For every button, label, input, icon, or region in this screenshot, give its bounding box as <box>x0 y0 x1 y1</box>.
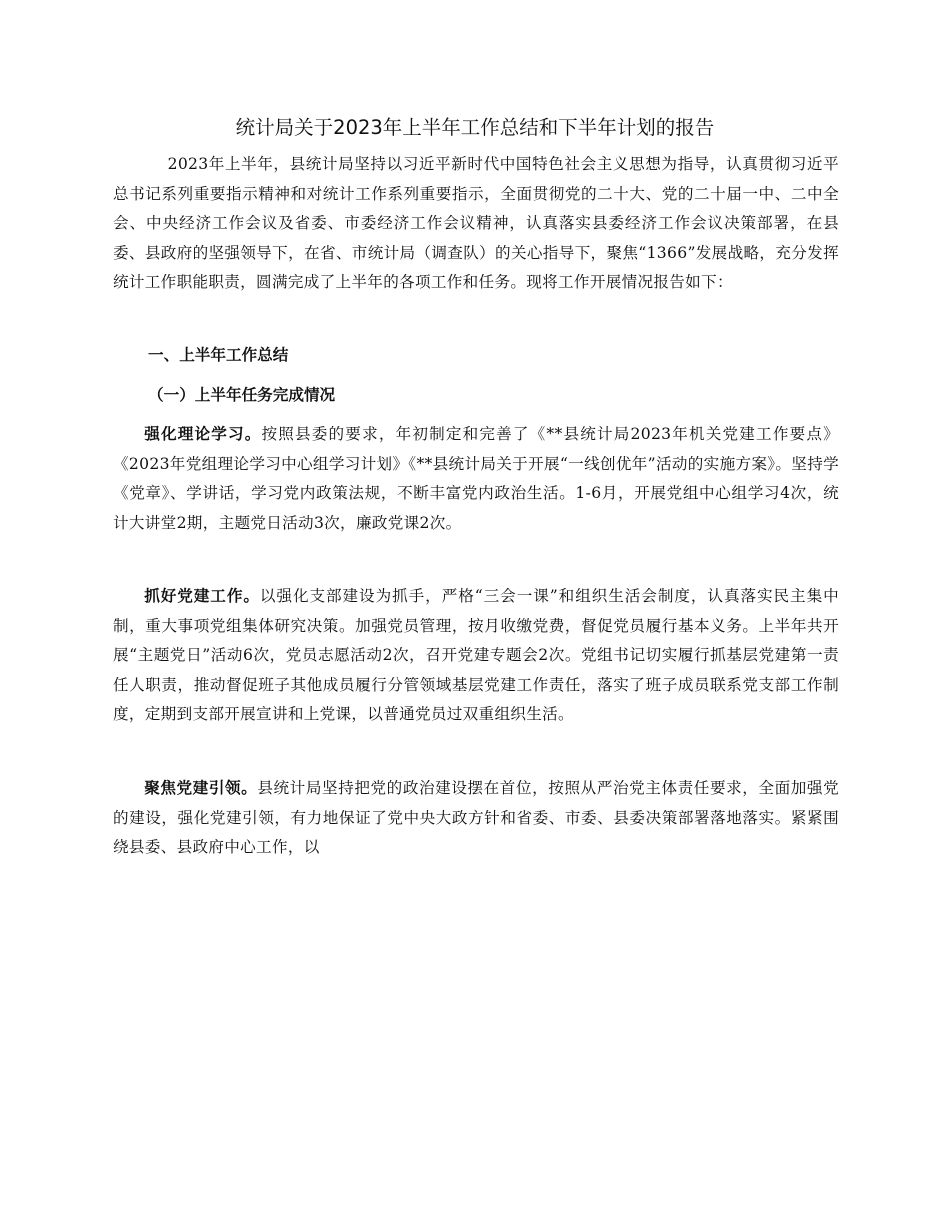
section-heading: 一、上半年工作总结 <box>148 346 289 364</box>
document-title: 统计局关于2023年上半年工作总结和下半年计划的报告 <box>235 116 715 139</box>
intro-paragraph: 2023年上半年，县统计局坚持以习近平新时代中国特色社会主义思想为指导，认真贯彻习近平总书记系列重要指示精神和对统计工作系列重要指示，全面贯彻党的二十大、党的二十届一中、二中全会、中央经济工作会议及省委、市委经济工作会议精神，认真落实县委经济工作会议决策部署，在县委、县政府的坚强领导下，在省、市统计局（调查队）的关心指导下，聚焦“1366”发展战略，充分发挥统计工作职能职责，圆满完成了上半年的各项工作和任务。现将工作开展情况报告如下： <box>113 155 839 291</box>
paragraph-text: 按照县委的要求，年初制定和完善了《**县统计局2023年机关党建工作要点》《2023年党组理论学习中心组学习计划》《**县统计局关于开展“一线创优年”活动的实施方案》。坚持学《党章》、学讲话，学习党内政策法规，不断丰富党内政治生活。1-6月，开展党组中心组学习4次，统计大讲堂2期，主题党日活动3次，廉政党课2次。 <box>113 425 839 532</box>
subsection-heading: （一）上半年任务完成情况 <box>148 386 336 404</box>
paragraph-text: 县统计局坚持把党的政治建设摆在首位，按照从严治党主体责任要求，全面加强党的建设，强化党建引领，有力地保证了党中央大政方针和省委、市委、县委决策部署落地落实。紧紧围绕县委、县政府中心工作，以 <box>113 779 839 856</box>
paragraph-theory-study <box>113 420 839 538</box>
paragraph-text: 以强化支部建设为抓手，严格“三会一课”和组织生活会制度，认真落实民主集中制，重大事项党组集体研究决策。加强党员管理，按月收缴党费，督促党员履行基本义务。上半年共开展“主题党日”活动6次，党员志愿活动2次，召开党建专题会2次。党组书记切实履行抓基层党建第一责任人职责，推动督促班子其他成员履行分管领域基层党建工作责任，落实了班子成员联系党支部工作制度，定期到支部开展宣讲和上党课，以普通党员过双重组织生活。 <box>113 587 839 723</box>
paragraph-lead: 聚焦党建引领。 <box>144 779 258 797</box>
paragraph-party-building <box>113 582 839 730</box>
paragraph-lead: 强化理论学习。 <box>144 425 262 443</box>
paragraph-party-leadership <box>113 774 839 863</box>
paragraph-lead: 抓好党建工作。 <box>144 587 260 605</box>
